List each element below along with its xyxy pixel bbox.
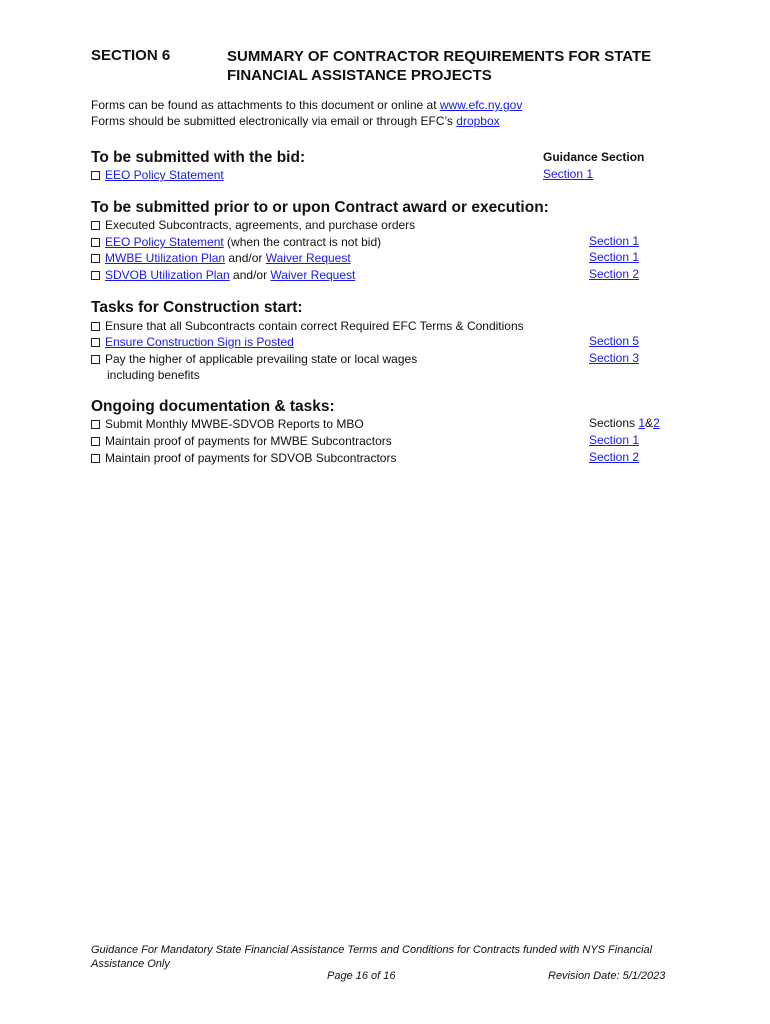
bid-item-eeo [91,167,224,183]
checkbox-icon[interactable] [91,420,100,429]
guidance-section-header: Guidance Section [543,150,645,164]
revision-date: Revision Date: 5/1/2023 [548,970,666,982]
award-heading: To be submitted prior to or upon Contract award or execution: [91,199,549,216]
checkbox-icon[interactable] [91,437,100,446]
ongoing-item-sdvob-payments: Maintain proof of payments for SDVOB Subcontractors [91,450,396,466]
guide-link[interactable]: Section 5 [589,334,640,348]
guide-link-section-2[interactable]: 2 [653,416,660,430]
guide-link[interactable]: Section 1 [589,433,640,447]
section-title-line1: SUMMARY OF CONTRACTOR REQUIREMENTS FOR STATE [227,48,652,65]
eeo-policy-link[interactable]: EEO Policy Statement [105,168,224,182]
sdvob-plan-link[interactable]: SDVOB Utilization Plan [105,268,230,282]
construction-item-wages-guide [589,351,639,365]
guide-link[interactable]: Section 1 [543,167,594,181]
intro-line-1: Forms can be found as attachments to this document or online at www.efc.ny.gov [91,98,523,112]
bid-item-eeo-guide [543,167,593,181]
checkbox-icon[interactable] [91,454,100,463]
mwbe-plan-link[interactable]: MWBE Utilization Plan [105,251,226,265]
guide-link[interactable]: Section 2 [589,450,640,464]
award-item-mwbe: MWBE Utilization Plan and/or Waiver Request [91,250,351,266]
bid-heading: To be submitted with the bid: [91,149,306,166]
checkbox-icon[interactable] [91,271,100,280]
award-item-sdvob: SDVOB Utilization Plan and/or Waiver Request [91,267,355,283]
eeo-policy-link[interactable]: EEO Policy Statement [105,235,224,249]
award-item-eeo-guide [589,234,639,248]
checkbox-icon[interactable] [91,171,100,180]
checkbox-icon[interactable] [91,238,100,247]
award-item-eeo: EEO Policy Statement (when the contract is not bid) [91,234,381,250]
efc-website-link[interactable]: www.efc.ny.gov [439,98,523,112]
waiver-request-link[interactable]: Waiver Request [270,268,356,282]
checkbox-icon[interactable] [91,221,100,230]
checkbox-icon[interactable] [91,355,100,364]
guide-link[interactable]: Section 1 [589,234,640,248]
award-item-subcontracts: Executed Subcontracts, agreements, and purchase orders [91,217,415,233]
ongoing-item-reports-guide: Sections 1&2 [589,416,660,430]
section-title [227,47,651,85]
footer-text: Guidance For Mandatory State Financial Assistance Terms and Conditions for Contracts funded with NYS Financial Assistance Only [91,944,653,970]
construction-item-wages: Pay the higher of applicable prevailing state or local wages including benefits [91,351,417,383]
award-item-sdvob-guide [589,267,639,281]
ongoing-item-reports: Submit Monthly MWBE-SDVOB Reports to MBO [91,416,364,432]
ongoing-item-sdvob-payments-guide [589,450,639,464]
construction-item-sign [91,334,294,350]
ongoing-heading: Ongoing documentation & tasks: [91,398,335,415]
ongoing-item-mwbe-payments-guide [589,433,639,447]
guide-link[interactable]: Section 3 [589,351,640,365]
checkbox-icon[interactable] [91,338,100,347]
waiver-request-link[interactable]: Waiver Request [265,251,351,265]
section-number: SECTION 6 [91,47,171,64]
construction-item-subcontracts: Ensure that all Subcontracts contain correct Required EFC Terms & Conditions [91,318,524,334]
page-number: Page 16 of 16 [327,970,396,982]
checkbox-icon[interactable] [91,322,100,331]
dropbox-link[interactable]: dropbox [456,114,500,128]
guide-link-section-1[interactable]: 1 [638,416,646,430]
checkbox-icon[interactable] [91,254,100,263]
award-item-mwbe-guide [589,250,639,264]
ongoing-item-mwbe-payments: Maintain proof of payments for MWBE Subcontractors [91,433,392,449]
intro-line-2: Forms should be submitted electronically via email or through EFC’s dropbox [91,114,500,128]
construction-sign-link[interactable]: Ensure Construction Sign is Posted [105,335,294,349]
section-title-line2: FINANCIAL ASSISTANCE PROJECTS [227,67,492,84]
construction-heading: Tasks for Construction start: [91,299,303,316]
guide-link[interactable]: Section 2 [589,267,640,281]
construction-item-sign-guide [589,334,639,348]
guide-link[interactable]: Section 1 [589,250,640,264]
